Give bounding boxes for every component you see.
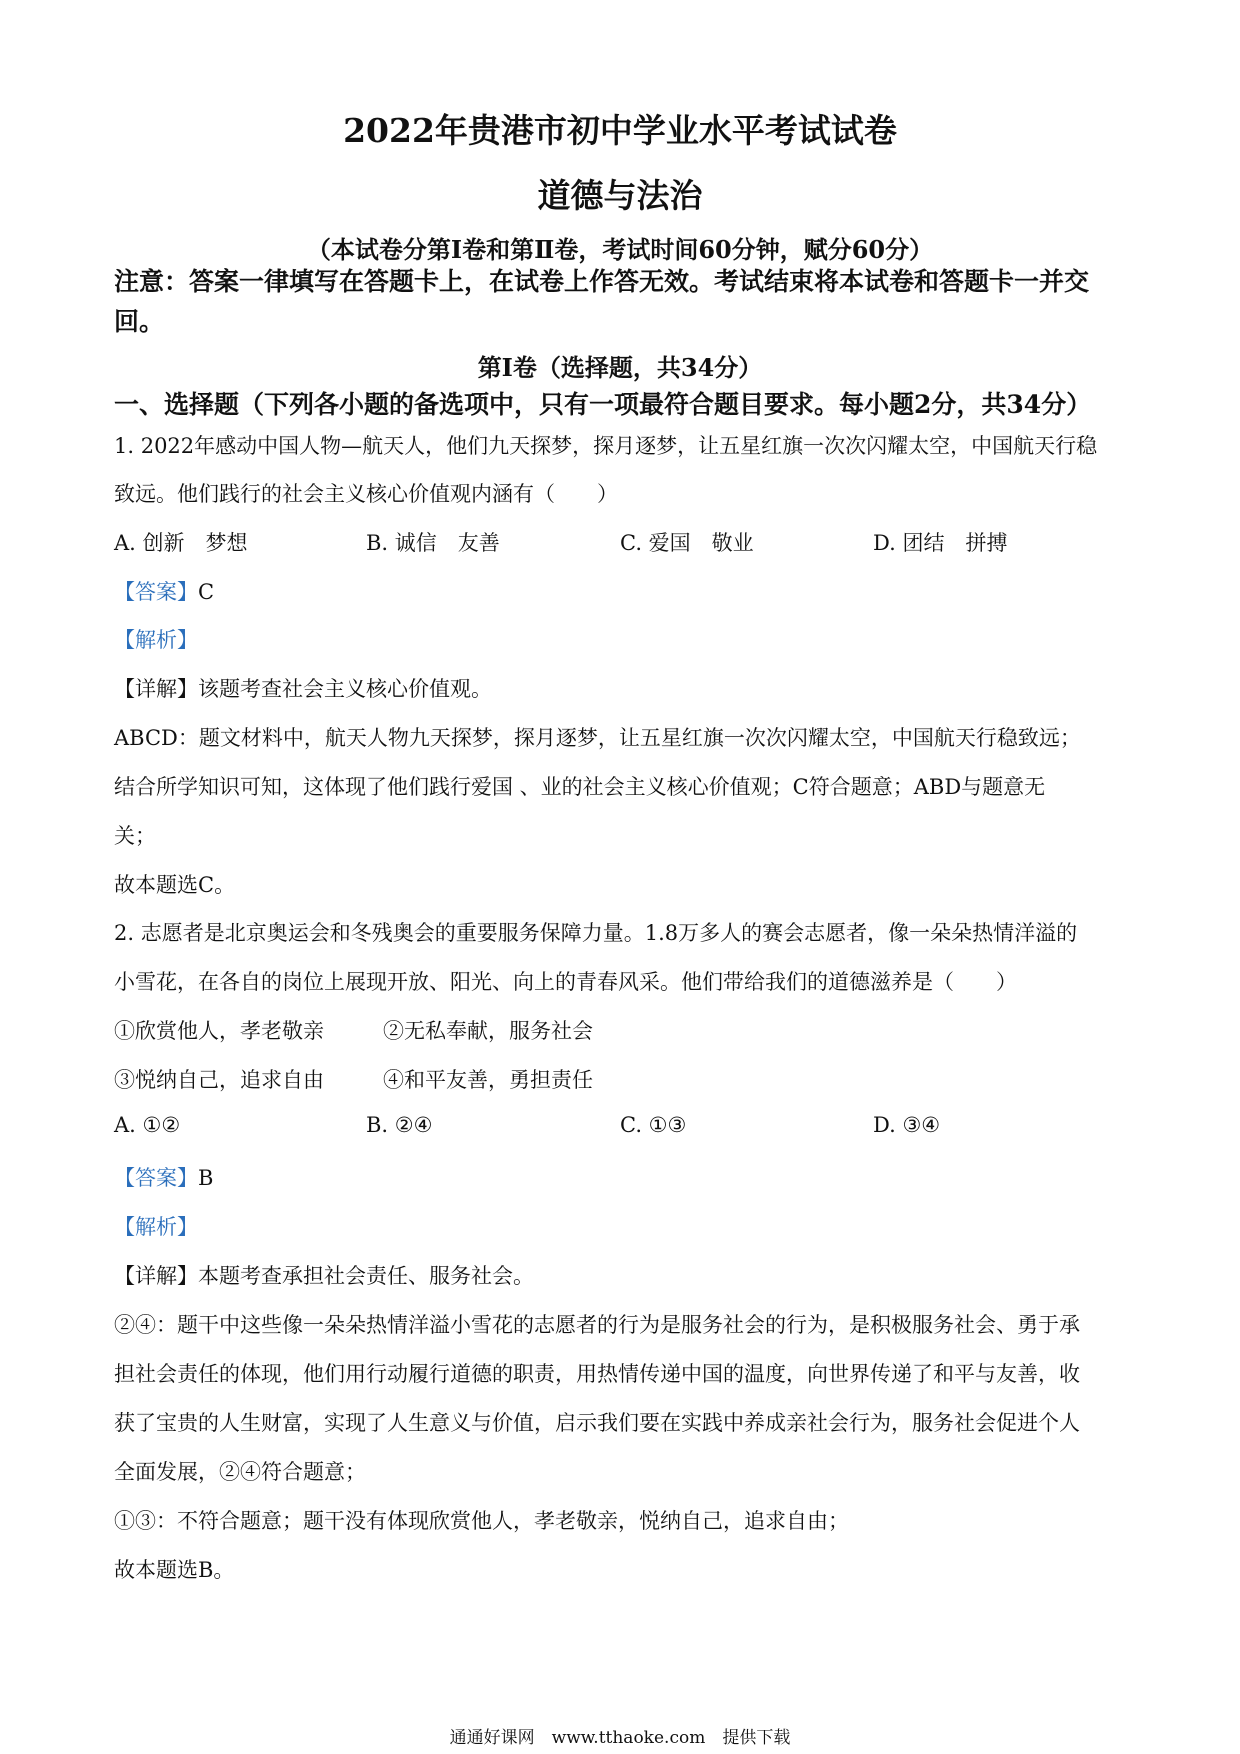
answer-value: B	[198, 1166, 214, 1190]
q2-stem-line-1: 2. 志愿者是北京奥运会和冬残奥会的重要服务保障力量。1.8万多人的赛会志愿者，像一朵朵热情洋溢的	[114, 921, 1078, 945]
q2-conclusion: 故本题选B。	[114, 1558, 235, 1582]
answer-tag: 【答案】	[114, 1166, 198, 1190]
q1-analysis-tag: 【解析】	[114, 628, 198, 652]
notice	[114, 262, 1124, 342]
q1-explanation-line-1: ABCD：题文材料中，航天人物九天探梦，探月逐梦，让五星红旗一次次闪耀太空，中国航天行稳致远；	[114, 726, 1081, 750]
notice-line-1: 注意：答案一律填写在答题卡上，在试卷上作答无效。考试结束将本试卷和答题卡一并交	[114, 267, 1090, 296]
q2-detail: 【详解】本题考查承担社会责任、服务社会。	[114, 1264, 534, 1288]
q1-answer	[114, 576, 214, 606]
answer-value: C	[198, 580, 215, 604]
q1-option-a: A. 创新 梦想	[114, 531, 248, 555]
q2-explanation-line-3: 获了宝贵的人生财富，实现了人生意义与价值，启示我们要在实践中养成亲社会行为，服务社会促进个人	[114, 1411, 1080, 1435]
q2-analysis-tag: 【解析】	[114, 1215, 198, 1239]
q1-option-d: D. 团结 拼搏	[873, 531, 1008, 555]
page-footer: 通通好课网 www.tthaoke.com 提供下载	[449, 1728, 791, 1748]
q2-explanation-line-5: ①③：不符合题意；题干没有体现欣赏他人，孝老敬亲，悦纳自己，追求自由；	[114, 1509, 849, 1533]
q2-item-1: ①欣赏他人，孝老敬亲	[114, 1019, 324, 1043]
q1-explanation-line-3: 关；	[114, 824, 156, 848]
subject-title: 道德与法治	[537, 176, 703, 215]
q2-answer	[114, 1162, 213, 1192]
q2-item-2: ②无私奉献，服务社会	[383, 1019, 593, 1043]
q1-detail: 【详解】该题考查社会主义核心价值观。	[114, 677, 492, 701]
q2-item-3: ③悦纳自己，追求自由	[114, 1068, 324, 1092]
q2-option-d: D. ③④	[873, 1113, 941, 1137]
q1-explanation-line-2: 结合所学知识可知，这体现了他们践行爱国 、业的社会主义核心价值观；C符合题意；ABD与题意无	[114, 775, 1046, 799]
section-title: 一、选择题（下列各小题的备选项中，只有一项最符合题目要求。每小题2分，共34分）	[114, 390, 1092, 419]
q2-explanation-line-2: 担社会责任的体现，他们用行动履行道德的职责，用热情传递中国的温度，向世界传递了和平与友善，收	[114, 1362, 1080, 1386]
notice-line-2: 回。	[114, 307, 165, 336]
q1-stem-line-2: 致远。他们践行的社会主义核心价值观内涵有（ ）	[114, 482, 618, 506]
q1-conclusion: 故本题选C。	[114, 873, 236, 897]
q2-stem-line-2: 小雪花，在各自的岗位上展现开放、阳光、向上的青春风采。他们带给我们的道德滋养是（ ）	[114, 970, 1017, 994]
exam-title: 2022年贵港市初中学业水平考试试卷	[343, 111, 897, 150]
q2-option-a: A. ①②	[114, 1113, 181, 1137]
answer-tag: 【答案】	[114, 580, 198, 604]
q2-explanation-line-4: 全面发展，②④符合题意；	[114, 1460, 366, 1484]
q2-item-4: ④和平友善，勇担责任	[383, 1068, 593, 1092]
q2-option-b: B. ②④	[366, 1113, 433, 1137]
q1-stem-line-1: 1. 2022年感动中国人物—航天人，他们九天探梦，探月逐梦，让五星红旗一次次闪耀太空，中国航天行稳	[114, 434, 1098, 458]
q1-option-c: C. 爱国 敬业	[620, 531, 754, 555]
q2-option-c: C. ①③	[620, 1113, 687, 1137]
q2-explanation-line-1: ②④：题干中这些像一朵朵热情洋溢小雪花的志愿者的行为是服务社会的行为，是积极服务社会、勇于承	[114, 1313, 1080, 1337]
volume-title: 第Ⅰ卷（选择题，共34分）	[477, 353, 763, 382]
q1-option-b: B. 诚信 友善	[366, 531, 500, 555]
exam-subtitle: （本试卷分第Ⅰ卷和第Ⅱ卷，考试时间60分钟，赋分60分）	[306, 235, 934, 264]
